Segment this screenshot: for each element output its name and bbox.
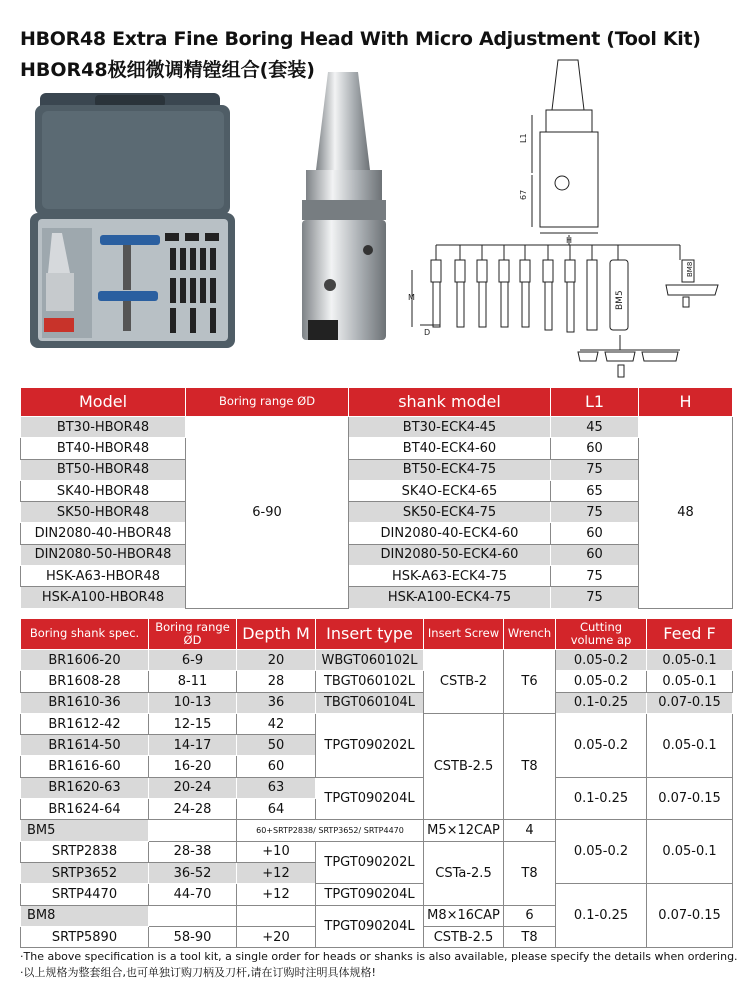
wrench-cell: T8 xyxy=(504,841,556,905)
range-cell: 44-70 xyxy=(149,884,237,905)
insert-cell: WBGT060102L xyxy=(316,650,424,671)
boring-range-cell: 6-90 xyxy=(186,417,349,609)
shank-cell: BT50-ECK4-75 xyxy=(349,459,551,480)
header-feed: Feed F xyxy=(647,619,733,650)
range-cell: 8-11 xyxy=(149,671,237,692)
dim-l1-label: L1 xyxy=(519,133,528,143)
header-wrench: Wrench xyxy=(504,619,556,650)
depth-cell: 64 xyxy=(237,799,316,820)
wrench-cell: T6 xyxy=(504,650,556,714)
header-l1: L1 xyxy=(551,388,639,417)
spec-cell: SRTP3652 xyxy=(21,862,149,883)
insert-cell: TBGT060104L xyxy=(316,692,424,713)
insert-cell: TPGT090202L xyxy=(316,713,424,777)
wrench-cell: 4 xyxy=(504,820,556,841)
depth-cell: 20 xyxy=(237,650,316,671)
insert-cell: TPGT090204L xyxy=(316,777,424,820)
feed-cell: 0.05-0.1 xyxy=(647,820,733,884)
model-cell: BT50-HBOR48 xyxy=(21,459,186,480)
screw-cell: M8×16CAP xyxy=(424,905,504,926)
header-boring-range-2: Boring range ØD xyxy=(149,619,237,650)
depth-cell: 60+SRTP2838/ SRTP3652/ SRTP4470 xyxy=(237,820,424,841)
spec-cell: SRTP2838 xyxy=(21,841,149,862)
model-cell: BT30-HBOR48 xyxy=(21,417,186,438)
header-model: Model xyxy=(21,388,186,417)
model-cell: SK50-HBOR48 xyxy=(21,502,186,523)
bm8-label: BM8 xyxy=(686,261,694,277)
note-chinese: ·以上规格为整套组合,也可单独订购刀柄及刀杆,请在订购时注明具体规格! xyxy=(20,966,376,979)
dim-m-label: M xyxy=(408,293,415,302)
header-shank-model: shank model xyxy=(349,388,551,417)
range-cell: 6-9 xyxy=(149,650,237,671)
shank-cell: SK50-ECK4-75 xyxy=(349,502,551,523)
range-cell: 36-52 xyxy=(149,862,237,883)
depth-cell: 63 xyxy=(237,777,316,798)
cut-cell: 0.1-0.25 xyxy=(556,777,647,820)
technical-drawing xyxy=(400,55,735,380)
cut-cell: 0.05-0.2 xyxy=(556,713,647,777)
l1-cell: 60 xyxy=(551,523,639,544)
l1-cell: 75 xyxy=(551,587,639,608)
spec-cell: BM5 xyxy=(21,820,149,841)
shank-cell: HSK-A100-ECK4-75 xyxy=(349,587,551,608)
depth-cell: 60 xyxy=(237,756,316,777)
spec-cell: BR1624-64 xyxy=(21,799,149,820)
spec-cell: BR1606-20 xyxy=(21,650,149,671)
feed-cell: 0.07-0.15 xyxy=(647,777,733,820)
spec-cell: SRTP4470 xyxy=(21,884,149,905)
wrench-cell: 6 xyxy=(504,905,556,926)
range-cell: 12-15 xyxy=(149,713,237,734)
header-shank-spec: Boring shank spec. xyxy=(21,619,149,650)
spec-cell: BR1620-63 xyxy=(21,777,149,798)
range-cell: 16-20 xyxy=(149,756,237,777)
dim-67-label: 67 xyxy=(519,189,528,200)
header-depth: Depth M xyxy=(237,619,316,650)
range-cell xyxy=(149,820,237,841)
shank-cell: HSK-A63-ECK4-75 xyxy=(349,566,551,587)
model-cell: SK40-HBOR48 xyxy=(21,480,186,501)
depth-cell: 36 xyxy=(237,692,316,713)
shank-cell: SK4O-ECK4-65 xyxy=(349,480,551,501)
depth-cell: +12 xyxy=(237,884,316,905)
l1-cell: 60 xyxy=(551,544,639,565)
depth-cell: 50 xyxy=(237,735,316,756)
h-cell: 48 xyxy=(639,417,733,609)
cut-cell: 0.05-0.2 xyxy=(556,671,647,692)
depth-cell: +10 xyxy=(237,841,316,862)
range-cell: 24-28 xyxy=(149,799,237,820)
range-cell: 20-24 xyxy=(149,777,237,798)
feed-cell: 0.05-0.1 xyxy=(647,713,733,777)
wrench-cell: T8 xyxy=(504,926,556,947)
cut-cell: 0.1-0.25 xyxy=(556,692,647,713)
boring-shank-table xyxy=(20,618,733,948)
spec-cell: BM8 xyxy=(21,905,149,926)
range-cell: 28-38 xyxy=(149,841,237,862)
note-english: ·The above specification is a tool kit, a single order for heads or shanks is also available, please specify the details when ordering. xyxy=(20,950,738,963)
model-cell: HSK-A63-HBOR48 xyxy=(21,566,186,587)
screw-cell: CSTB-2.5 xyxy=(424,926,504,947)
spec-cell: BR1610-36 xyxy=(21,692,149,713)
shank-cell: DIN2080-40-ECK4-60 xyxy=(349,523,551,544)
range-cell: 14-17 xyxy=(149,735,237,756)
l1-cell: 65 xyxy=(551,480,639,501)
insert-cell: TPGT090204L xyxy=(316,905,424,948)
depth-cell: 42 xyxy=(237,713,316,734)
feed-cell: 0.05-0.1 xyxy=(647,650,733,671)
header-cutting-volume: Cutting volume ap xyxy=(556,619,647,650)
header-boring-range: Boring range ØD xyxy=(186,388,349,417)
dim-h-label: H xyxy=(566,236,573,245)
spec-cell: BR1616-60 xyxy=(21,756,149,777)
holder-model-table xyxy=(20,387,733,609)
title-chinese: HBOR48极细微调精镗组合(套装) xyxy=(20,59,315,81)
model-cell: BT40-HBOR48 xyxy=(21,438,186,459)
shank-cell: DIN2080-50-ECK4-60 xyxy=(349,544,551,565)
depth-cell: 28 xyxy=(237,671,316,692)
screw-cell: M5×12CAP xyxy=(424,820,504,841)
boring-head-image xyxy=(278,70,412,360)
model-cell: HSK-A100-HBOR48 xyxy=(21,587,186,608)
cut-cell: 0.05-0.2 xyxy=(556,820,647,884)
model-cell: DIN2080-40-HBOR48 xyxy=(21,523,186,544)
tool-kit-case-image xyxy=(20,93,236,351)
depth-cell: +12 xyxy=(237,862,316,883)
feed-cell: 0.05-0.1 xyxy=(647,671,733,692)
title-english: HBOR48 Extra Fine Boring Head With Micro Adjustment (Tool Kit) xyxy=(20,28,701,50)
l1-cell: 75 xyxy=(551,566,639,587)
l1-cell: 75 xyxy=(551,502,639,523)
cut-cell: 0.1-0.25 xyxy=(556,884,647,948)
depth-cell xyxy=(237,905,316,926)
range-cell: 10-13 xyxy=(149,692,237,713)
insert-cell: TBGT060102L xyxy=(316,671,424,692)
spec-cell: BR1608-28 xyxy=(21,671,149,692)
shank-cell: BT30-ECK4-45 xyxy=(349,417,551,438)
shank-cell: BT40-ECK4-60 xyxy=(349,438,551,459)
insert-cell: TPGT090202L xyxy=(316,841,424,884)
model-cell: DIN2080-50-HBOR48 xyxy=(21,544,186,565)
bm5-label: BM5 xyxy=(615,290,625,310)
dim-d-label: D xyxy=(424,328,431,337)
feed-cell: 0.07-0.15 xyxy=(647,692,733,713)
header-insert-type: Insert type xyxy=(316,619,424,650)
header-insert-screw: Insert Screw xyxy=(424,619,504,650)
insert-cell: TPGT090204L xyxy=(316,884,424,905)
feed-cell: 0.07-0.15 xyxy=(647,884,733,948)
range-cell xyxy=(149,905,237,926)
l1-cell: 75 xyxy=(551,459,639,480)
l1-cell: 45 xyxy=(551,417,639,438)
wrench-cell: T8 xyxy=(504,713,556,819)
range-cell: 58-90 xyxy=(149,926,237,947)
depth-cell: +20 xyxy=(237,926,316,947)
screw-cell: CSTB-2.5 xyxy=(424,713,504,819)
spec-cell: SRTP5890 xyxy=(21,926,149,947)
screw-cell: CSTB-2 xyxy=(424,650,504,714)
screw-cell: CSTa-2.5 xyxy=(424,841,504,905)
spec-cell: BR1612-42 xyxy=(21,713,149,734)
header-h: H xyxy=(639,388,733,417)
spec-cell: BR1614-50 xyxy=(21,735,149,756)
l1-cell: 60 xyxy=(551,438,639,459)
cut-cell: 0.05-0.2 xyxy=(556,650,647,671)
